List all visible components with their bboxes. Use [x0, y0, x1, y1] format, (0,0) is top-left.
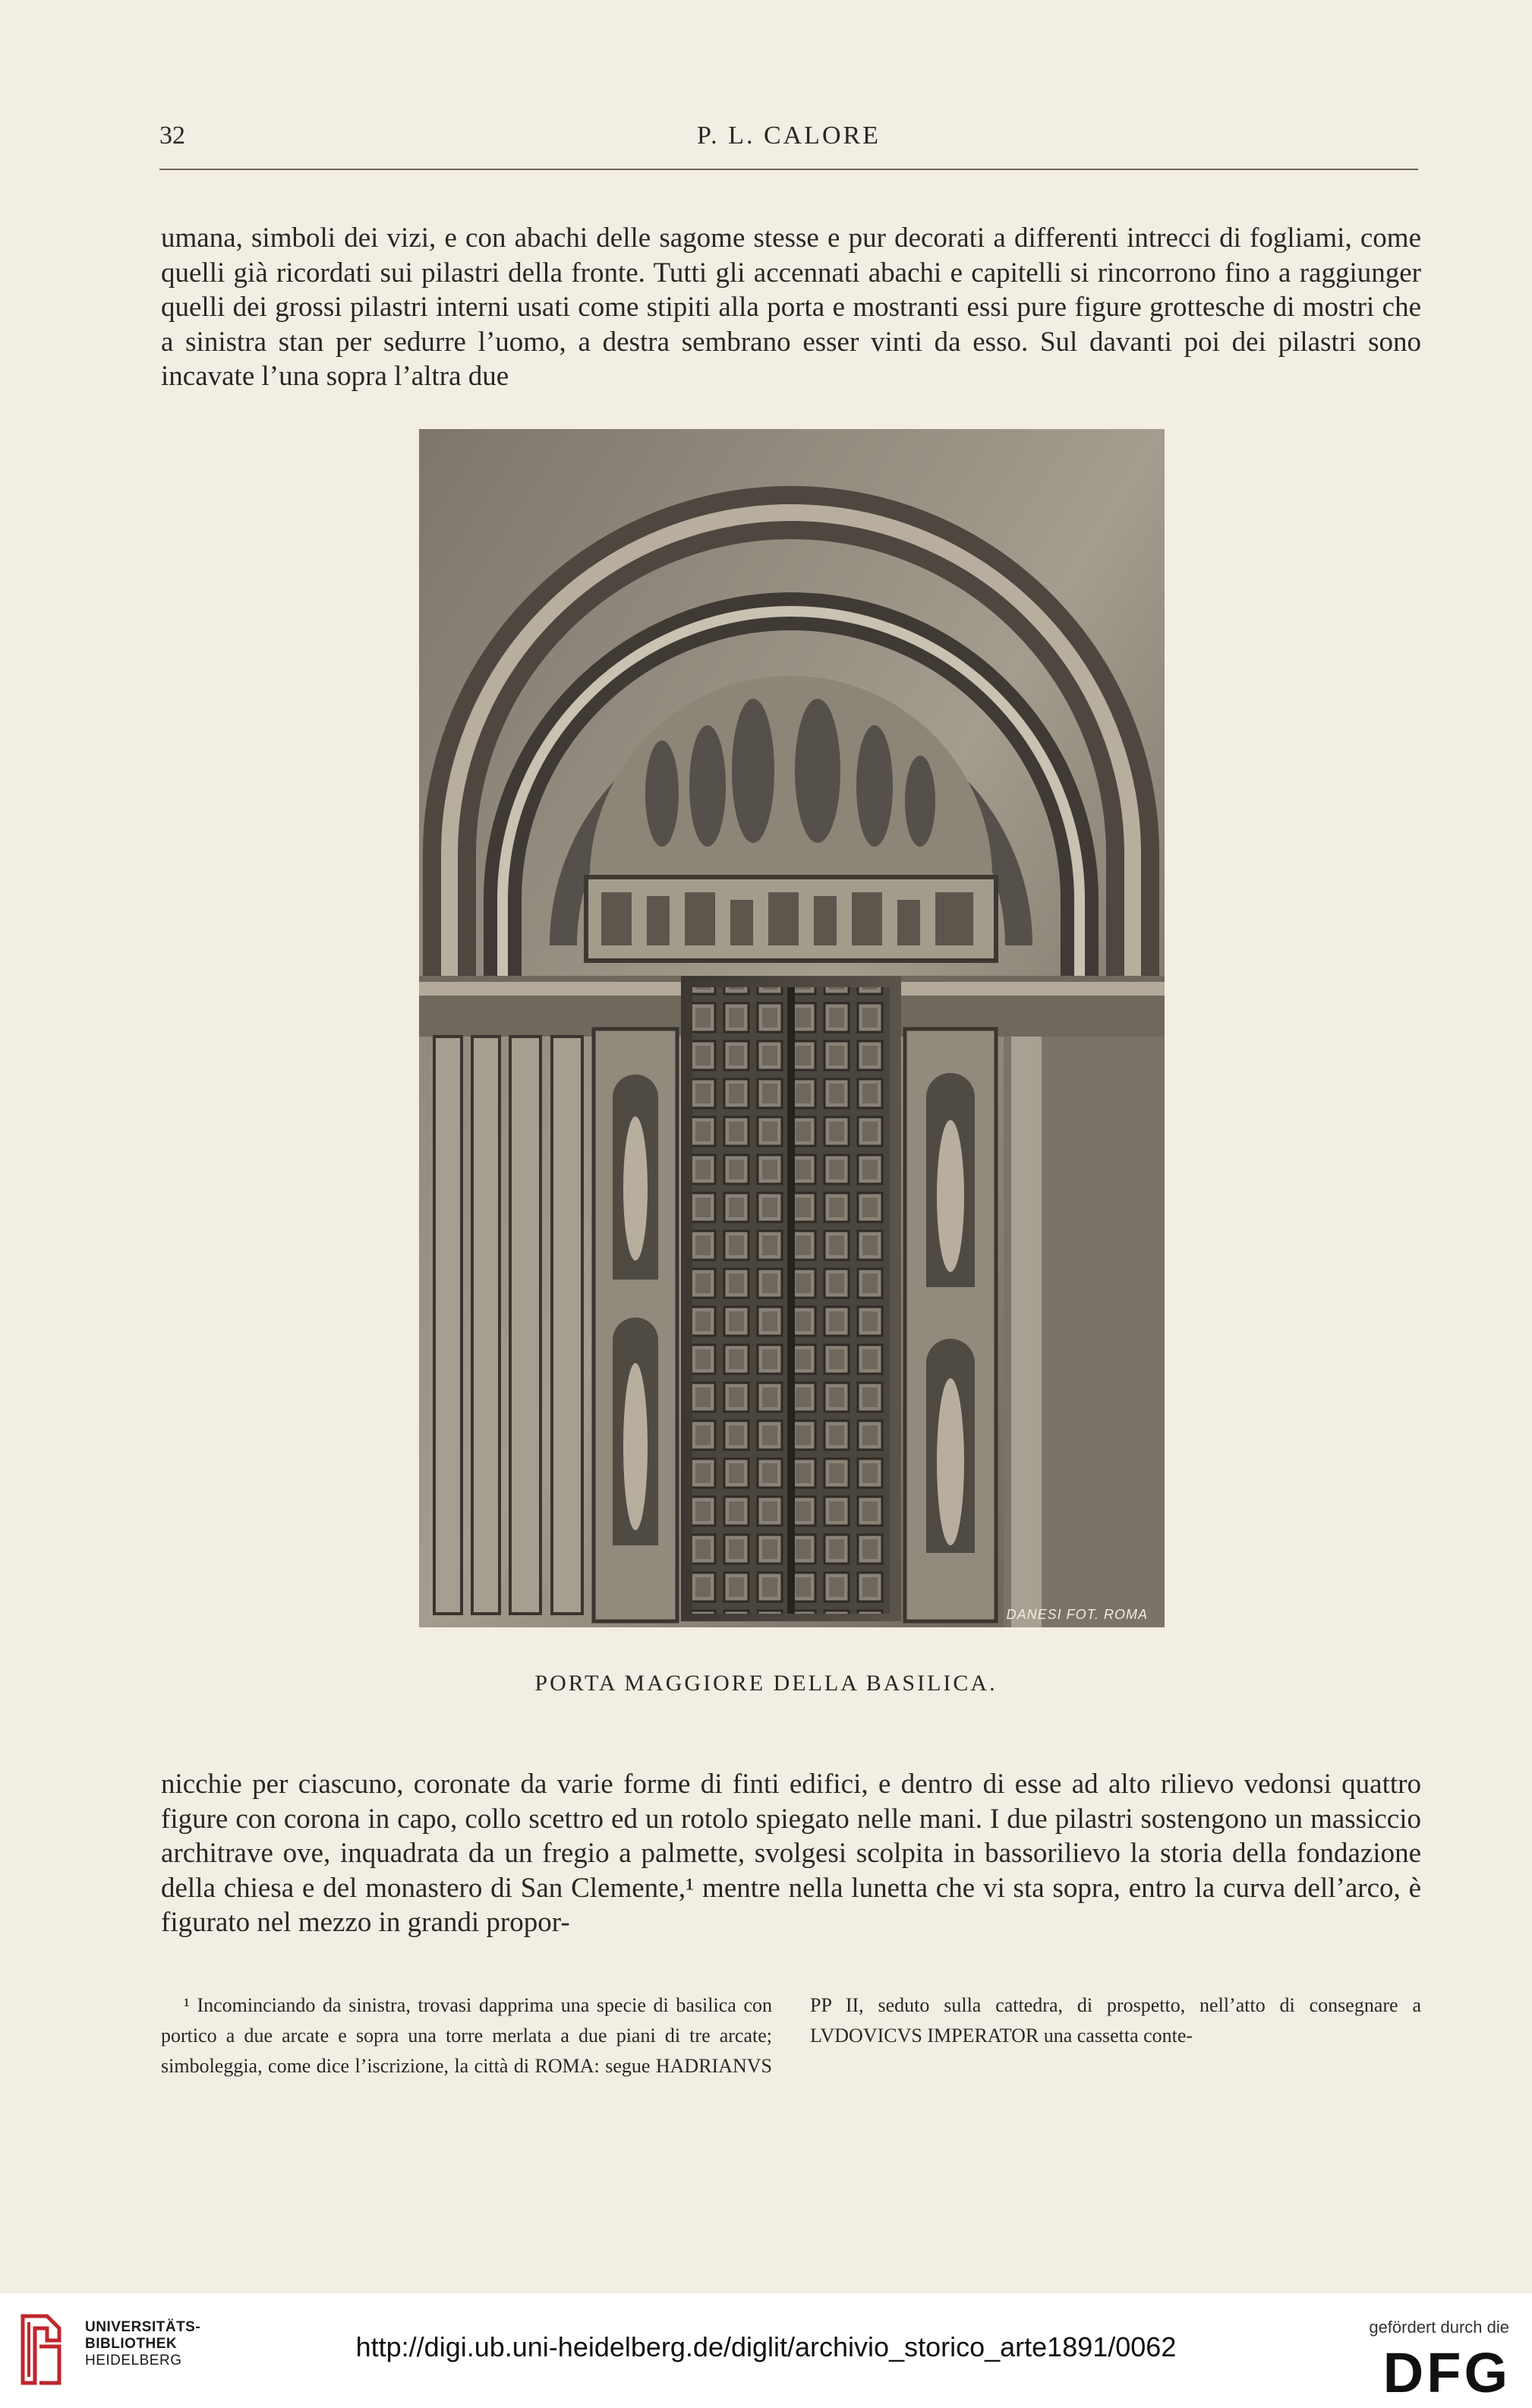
portal-illustration: [419, 429, 1165, 1627]
permalink-url[interactable]: http://digi.ub.uni-heidelberg.de/diglit/archivio_storico_arte1891/0062: [355, 2331, 1177, 2362]
library-name-line3: HEIDELBERG: [85, 2353, 182, 2369]
page-number: 32: [159, 122, 185, 150]
running-head: [159, 122, 1418, 167]
running-title: P. L. CALORE: [697, 122, 881, 150]
funding-note: gefördert durch die: [1369, 2318, 1509, 2337]
library-name-line1: UNIVERSITÄTS-: [85, 2319, 201, 2335]
library-name-line2: BIBLIOTHEK: [85, 2336, 178, 2352]
dfg-logo: DFG: [1382, 2341, 1511, 2404]
figure-caption: PORTA MAGGIORE DELLA BASILICA.: [534, 1671, 998, 1696]
footnote-1: ¹ Incominciando da sinistra, trovasi dapprima una specie di basilica con portico a due arcate e sopra una torre merlata a due piani di tre arcate; simboleggia, come dice l’iscrizione, la città di ROMA: segue HADRIANVS PP II, seduto sulla cattedra, di prospetto, nell’atto di consegnare a LVDOVICVS IMPERATOR una cassetta conte-: [161, 1994, 1421, 2077]
body-paragraph-2: nicchie per ciascuno, coronate da varie forme di finti edifici, e dentro di esse ad alto rilievo vedonsi quattro figure con corona in capo, collo scettro ed un rotolo spiegato nelle mani. I due pilastri sostengono un massiccio architrave ove, inquadrata da un fregio a palmette, svolgesi scolpita in bassorilievo la storia della fondazione della chiesa e del monastero di San Clemente,¹ mentre nella lunetta che vi sta sopra, entro la curva dell’arco, è figurato nel mezzo in grandi propor-: [161, 1769, 1421, 1938]
digitization-footer: [0, 2293, 1532, 2408]
photo-credit: DANESI FOT. ROMA: [1006, 1607, 1148, 1622]
portal-photograph: [419, 429, 1165, 1627]
body-paragraph-1: umana, simboli dei vizi, e con abachi delle sagome stesse e pur decorati a differenti intrecci di fogliami, come quelli già ricordati sui pilastri della fronte. Tutti gli accennati abachi e capitelli si rincorrono fino a raggiunger quelli dei grossi pilastri interni usati come stipiti alla porta e mostranti essi pure figure grottesche di mostri che a sinistra stan per sedurre l’uomo, a destra sembrano esser vinti da esso. Sul davanti poi dei pilastri sono incavate l’una sopra l’altra due: [161, 222, 1421, 392]
header-rule: [159, 169, 1418, 170]
footnotes: [161, 1990, 1421, 2081]
